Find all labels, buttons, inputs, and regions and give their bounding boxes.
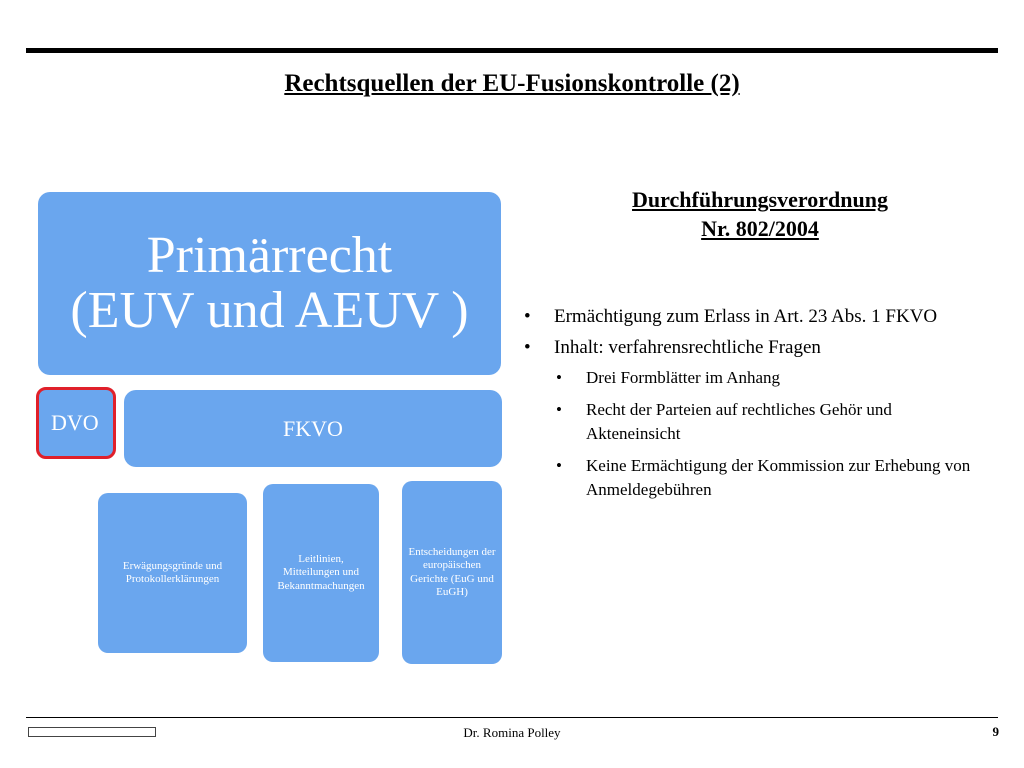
footer-author: Dr. Romina Polley — [463, 725, 561, 740]
erwaegungsgruende-box: Erwägungsgründe und Protokollerklärungen — [98, 493, 247, 653]
dvo-box: DVO — [36, 387, 116, 459]
primary-law-line1: Primärrecht — [146, 226, 393, 284]
sub-bullet-item: • Recht der Parteien auf rechtliches Gehör und Akteneinsicht — [554, 398, 980, 446]
fkvo-box: FKVO — [124, 390, 502, 467]
bullet-item-with-sublist — [520, 336, 980, 502]
regulation-heading-line2: Nr. 802/2004 — [701, 215, 819, 241]
sub-bullet-list — [554, 366, 980, 501]
page-number: 9 — [992, 724, 999, 739]
bullet-item-text: Inhalt: verfahrensrechtliche Fragen — [554, 336, 821, 358]
primary-law-line2: (EUV und AEUV ) — [70, 281, 469, 339]
bullet-item: • Ermächtigung zum Erlass in Art. 23 Abs. 1 FKVO — [520, 305, 980, 330]
bullet-list — [520, 305, 980, 509]
regulation-heading — [560, 186, 960, 243]
slide-title: Rechtsquellen der EU-Fusionskontrolle (2) — [284, 70, 740, 97]
sub-bullet-item: • Drei Formblätter im Anhang — [554, 366, 980, 390]
leitlinien-box: Leitlinien, Mitteilungen und Bekanntmachungen — [263, 484, 379, 662]
regulation-heading-line1: Durchführungsverordnung — [632, 187, 888, 212]
primary-law-box — [38, 192, 501, 375]
entscheidungen-box: Entscheidungen der europäischen Gerichte (EuG und EuGH) — [402, 481, 502, 664]
top-rule — [26, 48, 998, 53]
sub-bullet-item: • Keine Ermächtigung der Kommission zur Erhebung von Anmeldegebühren — [554, 454, 980, 502]
bottom-rule — [26, 717, 998, 718]
